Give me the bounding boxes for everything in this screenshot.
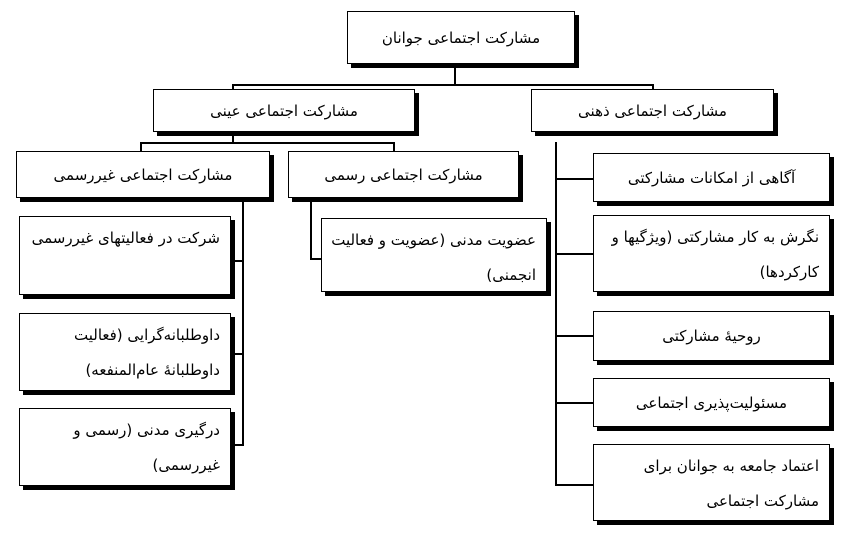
informal-participation-node: مشارکت اجتماعی غیررسمی: [16, 151, 270, 198]
attitude-node: نگرش به کار مشارکتی (ویژگیها و کارکردها): [593, 215, 830, 292]
connector-informal-item-3: [231, 444, 244, 446]
root-node: مشارکت اجتماعی جوانان: [347, 11, 575, 64]
participatory-spirit-node: روحیۀ مشارکتی: [593, 311, 830, 361]
community-trust-node: اعتماد جامعه به جوانان برای مشارکت اجتماعی: [593, 444, 830, 521]
connector-subjective-item-1: [555, 178, 593, 180]
connector-informal-item-2: [231, 353, 244, 355]
awareness-node: آگاهی از امکانات مشارکتی: [593, 153, 830, 202]
connector-formal-spine: [310, 199, 312, 259]
social-responsibility-node: مسئولیت‌پذیری اجتماعی: [593, 378, 830, 427]
volunteerism-node: داوطلبانه‌گرایی (فعالیت داوطلبانۀ عام‌المنفعه): [19, 313, 231, 391]
connector-subjective-spine: [555, 142, 557, 486]
connector-informal-spine: [242, 199, 244, 446]
connector-subjective-item-2: [555, 253, 593, 255]
connector-informal-item-1: [231, 260, 244, 262]
connector-subjective-item-4: [555, 402, 593, 404]
connector-level2-horizontal: [140, 142, 395, 144]
civic-engagement-node: درگیری مدنی (رسمی و غیررسمی): [19, 408, 231, 486]
objective-participation-node: مشارکت اجتماعی عینی: [153, 89, 415, 132]
formal-participation-node: مشارکت اجتماعی رسمی: [288, 151, 519, 198]
connector-level1-horizontal: [232, 84, 654, 86]
informal-activities-node: شرکت در فعالیتهای غیررسمی: [19, 216, 231, 295]
subjective-participation-node: مشارکت اجتماعی ذهنی: [531, 89, 774, 132]
connector-subjective-item-5: [555, 484, 593, 486]
civic-membership-node: عضویت مدنی (عضویت و فعالیت انجمنی): [321, 218, 547, 292]
connector-subjective-item-3: [555, 335, 593, 337]
connector-root-down: [454, 63, 456, 85]
